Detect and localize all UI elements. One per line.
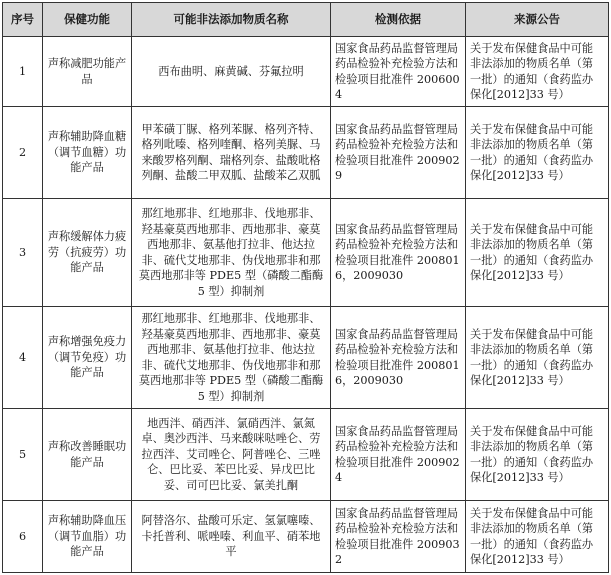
source-text: 关于发布保健食品中可能非法添加的物质名单（第一批）的通知（食药监办保化[2012]33 号） bbox=[470, 41, 594, 101]
function-text: 声称辅助降血糖（调节血糖）功能产品 bbox=[47, 130, 127, 175]
basis-text: 国家食品药品监督管理局药品检验补充检验方法和检验项目批准件 2008016，2009030 bbox=[335, 327, 460, 387]
cell-basis bbox=[331, 199, 466, 307]
function-text: 声称改善睡眠功能产品 bbox=[47, 440, 127, 469]
cell-basis bbox=[331, 37, 466, 107]
substance-table bbox=[2, 2, 609, 573]
cell-basis bbox=[331, 501, 466, 573]
header-basis: 检测依据 bbox=[331, 3, 466, 37]
cell-index: 2 bbox=[3, 107, 43, 199]
source-text: 关于发布保健食品中可能非法添加的物质名单（第一批）的通知（食药监办保化[2012]33 号） bbox=[470, 327, 594, 387]
cell-function bbox=[43, 199, 132, 307]
table-row bbox=[3, 409, 609, 501]
table-header-row bbox=[3, 3, 609, 37]
function-text: 声称增强免疫力（调节免疫）功能产品 bbox=[47, 335, 127, 380]
cell-function bbox=[43, 501, 132, 573]
function-text: 声称缓解体力疲劳（抗疲劳）功能产品 bbox=[47, 230, 127, 275]
cell-source bbox=[466, 307, 609, 409]
table-row bbox=[3, 199, 609, 307]
cell-index: 3 bbox=[3, 199, 43, 307]
basis-text: 国家食品药品监督管理局药品检验补充检验方法和检验项目批准件 2008016，2009030 bbox=[335, 222, 460, 282]
cell-function bbox=[43, 307, 132, 409]
cell-source bbox=[466, 199, 609, 307]
basis-text: 国家食品药品监督管理局药品检验补充检验方法和检验项目批准件 2006004 bbox=[335, 41, 460, 101]
cell-index: 5 bbox=[3, 409, 43, 501]
substances-text: 阿替洛尔、盐酸可乐定、氢氯噻嗪、卡托普利、哌唑嗪、利血平、硝苯地平 bbox=[141, 514, 321, 559]
substances-text: 那红地那非、红地那非、伐地那非、羟基豪莫西地那非、西地那非、豪莫西地那非、氨基他打拉非、他达拉非、硫代艾地那非、伪伐地那非和那莫西地那非等 PDE5 型（磷酸二酯酶 5 型）抑制剂 bbox=[138, 312, 324, 403]
basis-text: 国家食品药品监督管理局药品检验补充检验方法和检验项目批准件 2009032 bbox=[335, 506, 460, 566]
function-text: 声称减肥功能产品 bbox=[47, 57, 127, 86]
cell-function bbox=[43, 409, 132, 501]
cell-substances bbox=[132, 37, 331, 107]
cell-source bbox=[466, 37, 609, 107]
cell-source bbox=[466, 501, 609, 573]
cell-substances bbox=[132, 409, 331, 501]
substances-text: 甲苯磺丁脲、格列苯脲、格列齐特、格列吡嗪、格列喹酮、格列美脲、马来酸罗格列酮、瑞格列奈、盐酸吡格列酮、盐酸二甲双胍、盐酸苯乙双胍 bbox=[141, 122, 321, 182]
cell-index: 6 bbox=[3, 501, 43, 573]
table-row bbox=[3, 501, 609, 573]
cell-substances bbox=[132, 501, 331, 573]
substances-text: 地西泮、硝西泮、氯硝西泮、氯氮卓、奥沙西泮、马来酸咪哒唑仑、劳拉西泮、艾司唑仑、阿普唑仑、三唑仑、巴比妥、苯巴比妥、异戊巴比妥、司可巴比妥、氯美扎酮 bbox=[141, 416, 321, 492]
substances-text: 西布曲明、麻黄碱、芬氟拉明 bbox=[158, 64, 304, 78]
cell-substances bbox=[132, 107, 331, 199]
source-text: 关于发布保健食品中可能非法添加的物质名单（第一批）的通知（食药监办保化[2012]33 号） bbox=[470, 222, 594, 282]
substances-text: 那红地那非、红地那非、伐地那非、羟基豪莫西地那非、西地那非、豪莫西地那非、氨基他打拉非、他达拉非、硫代艾地那非、伪伐地那非和那莫西地那非等 PDE5 型（磷酸二酯酶 5 型）抑制剂 bbox=[138, 207, 324, 298]
source-text: 关于发布保健食品中可能非法添加的物质名单（第一批）的通知（食药监办保化[2012]33 号） bbox=[470, 424, 594, 484]
header-source: 来源公告 bbox=[466, 3, 609, 37]
function-text: 声称辅助降血压（调节血脂）功能产品 bbox=[47, 514, 127, 559]
cell-source bbox=[466, 107, 609, 199]
cell-source bbox=[466, 409, 609, 501]
cell-function bbox=[43, 107, 132, 199]
basis-text: 国家食品药品监督管理局药品检验补充检验方法和检验项目批准件 2009029 bbox=[335, 122, 460, 182]
cell-substances bbox=[132, 199, 331, 307]
source-text: 关于发布保健食品中可能非法添加的物质名单（第一批）的通知（食药监办保化[2012]33 号） bbox=[470, 122, 594, 182]
table-row bbox=[3, 107, 609, 199]
header-index: 序号 bbox=[3, 3, 43, 37]
basis-text: 国家食品药品监督管理局药品检验补充检验方法和检验项目批准件 2009024 bbox=[335, 424, 460, 484]
table-row bbox=[3, 307, 609, 409]
source-text: 关于发布保健食品中可能非法添加的物质名单（第一批）的通知（食药监办保化[2012]33 号） bbox=[470, 506, 594, 566]
cell-function bbox=[43, 37, 132, 107]
cell-basis bbox=[331, 107, 466, 199]
cell-index: 1 bbox=[3, 37, 43, 107]
cell-substances bbox=[132, 307, 331, 409]
cell-basis bbox=[331, 409, 466, 501]
header-function: 保健功能 bbox=[43, 3, 132, 37]
cell-basis bbox=[331, 307, 466, 409]
cell-index: 4 bbox=[3, 307, 43, 409]
header-substances: 可能非法添加物质名称 bbox=[132, 3, 331, 37]
table-row bbox=[3, 37, 609, 107]
